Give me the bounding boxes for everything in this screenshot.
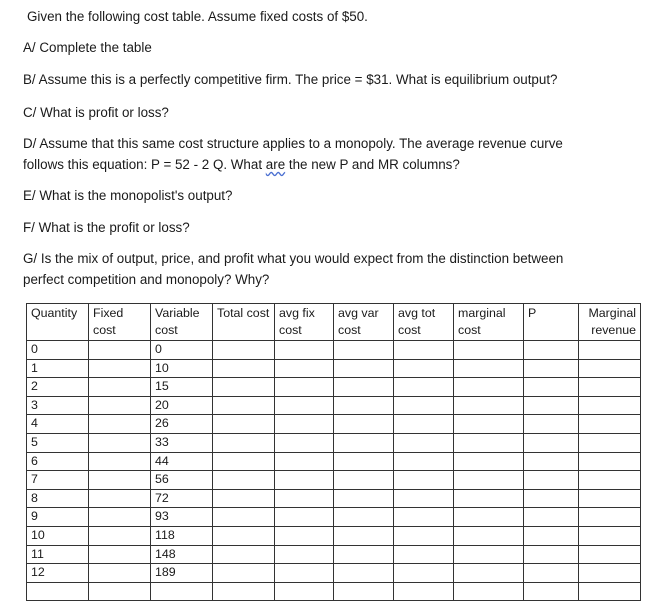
total-cost-cell [213, 582, 275, 601]
marginal-cost-cell [454, 415, 524, 434]
price-cell [524, 396, 579, 415]
header-price: P [524, 304, 579, 341]
marginal-cost-cell [454, 489, 524, 508]
total-cost-cell [213, 452, 275, 471]
avg-fix-cost-cell [275, 489, 334, 508]
price-cell [524, 564, 579, 583]
price-cell [524, 508, 579, 527]
avg-tot-cost-cell [394, 396, 454, 415]
table-row [27, 378, 641, 397]
avg-fix-cost-cell [275, 452, 334, 471]
variable-cost-cell [151, 582, 213, 601]
header-avg-tot-cost: avg tot cost [394, 304, 454, 341]
table-row [27, 526, 641, 545]
quantity-cell: 11 [27, 545, 89, 564]
header-quantity: Quantity [27, 304, 89, 341]
avg-tot-cost-cell [394, 341, 454, 360]
marginal-revenue-cell [579, 545, 641, 564]
header-marginal-cost: marginal cost [454, 304, 524, 341]
avg-fix-cost-cell [275, 396, 334, 415]
marginal-cost-cell [454, 433, 524, 452]
question-g-line-2: perfect competition and monopoly? Why? [23, 272, 270, 287]
avg-tot-cost-cell [394, 582, 454, 601]
question-b: B/ Assume this is a perfectly competitive firm. The price = $31. What is equilibrium output? [23, 72, 558, 87]
total-cost-cell [213, 341, 275, 360]
variable-cost-cell: 10 [151, 359, 213, 378]
avg-fix-cost-cell [275, 359, 334, 378]
total-cost-cell [213, 526, 275, 545]
question-d-line-1: D/ Assume that this same cost structure applies to a monopoly. The average revenue curve [23, 136, 563, 151]
total-cost-cell [213, 545, 275, 564]
avg-tot-cost-cell [394, 433, 454, 452]
avg-fix-cost-cell [275, 415, 334, 434]
avg-fix-cost-cell [275, 545, 334, 564]
fixed-cost-cell [89, 396, 151, 415]
marginal-cost-cell [454, 508, 524, 527]
quantity-cell: 9 [27, 508, 89, 527]
marginal-revenue-cell [579, 452, 641, 471]
table-row [27, 433, 641, 452]
question-a: A/ Complete the table [23, 40, 152, 55]
total-cost-cell [213, 359, 275, 378]
table-row [27, 359, 641, 378]
variable-cost-cell: 26 [151, 415, 213, 434]
variable-cost-cell: 44 [151, 452, 213, 471]
question-d-line-2 [23, 154, 563, 175]
quantity-cell: 1 [27, 359, 89, 378]
marginal-revenue-cell [579, 582, 641, 601]
marginal-cost-cell [454, 582, 524, 601]
variable-cost-cell: 0 [151, 341, 213, 360]
avg-var-cost-cell [334, 508, 394, 527]
avg-fix-cost-cell [275, 378, 334, 397]
avg-fix-cost-cell [275, 564, 334, 583]
avg-var-cost-cell [334, 452, 394, 471]
quantity-cell: 6 [27, 452, 89, 471]
avg-var-cost-cell [334, 396, 394, 415]
avg-var-cost-cell [334, 582, 394, 601]
quantity-cell: 0 [27, 341, 89, 360]
total-cost-cell [213, 564, 275, 583]
avg-tot-cost-cell [394, 415, 454, 434]
total-cost-cell [213, 471, 275, 490]
marginal-cost-cell [454, 545, 524, 564]
marginal-cost-cell [454, 526, 524, 545]
variable-cost-cell: 56 [151, 471, 213, 490]
variable-cost-cell: 189 [151, 564, 213, 583]
header-marginal-revenue: Marginal revenue [579, 304, 641, 341]
price-cell [524, 341, 579, 360]
avg-var-cost-cell [334, 489, 394, 508]
avg-var-cost-cell [334, 378, 394, 397]
price-cell [524, 545, 579, 564]
variable-cost-cell: 118 [151, 526, 213, 545]
avg-tot-cost-cell [394, 564, 454, 583]
marginal-revenue-cell [579, 471, 641, 490]
table-row [27, 415, 641, 434]
question-f: F/ What is the profit or loss? [23, 220, 190, 235]
marginal-cost-cell [454, 341, 524, 360]
price-cell [524, 359, 579, 378]
fixed-cost-cell [89, 359, 151, 378]
table-row [27, 341, 641, 360]
fixed-cost-cell [89, 582, 151, 601]
price-cell [524, 489, 579, 508]
marginal-revenue-cell [579, 564, 641, 583]
variable-cost-cell: 20 [151, 396, 213, 415]
quantity-cell: 3 [27, 396, 89, 415]
avg-fix-cost-cell [275, 341, 334, 360]
marginal-revenue-cell [579, 489, 641, 508]
avg-fix-cost-cell [275, 508, 334, 527]
quantity-cell: 2 [27, 378, 89, 397]
intro-text: Given the following cost table. Assume fixed costs of $50. [27, 9, 368, 24]
table-row [27, 564, 641, 583]
variable-cost-cell: 93 [151, 508, 213, 527]
table-row [27, 545, 641, 564]
price-cell [524, 582, 579, 601]
avg-var-cost-cell [334, 359, 394, 378]
avg-tot-cost-cell [394, 489, 454, 508]
fixed-cost-cell [89, 341, 151, 360]
avg-fix-cost-cell [275, 526, 334, 545]
total-cost-cell [213, 415, 275, 434]
question-c: C/ What is profit or loss? [23, 105, 169, 120]
quantity-cell: 5 [27, 433, 89, 452]
marginal-revenue-cell [579, 526, 641, 545]
avg-var-cost-cell [334, 526, 394, 545]
avg-var-cost-cell [334, 341, 394, 360]
variable-cost-cell: 33 [151, 433, 213, 452]
marginal-cost-cell [454, 396, 524, 415]
variable-cost-cell: 15 [151, 378, 213, 397]
cost-table [26, 303, 641, 601]
marginal-revenue-cell [579, 378, 641, 397]
avg-var-cost-cell [334, 433, 394, 452]
marginal-cost-cell [454, 378, 524, 397]
quantity-cell: 12 [27, 564, 89, 583]
marginal-cost-cell [454, 452, 524, 471]
avg-tot-cost-cell [394, 471, 454, 490]
quantity-cell: 8 [27, 489, 89, 508]
question-e: E/ What is the monopolist's output? [23, 188, 233, 203]
header-variable-cost: Variable cost [151, 304, 213, 341]
marginal-revenue-cell [579, 415, 641, 434]
avg-tot-cost-cell [394, 545, 454, 564]
fixed-cost-cell [89, 508, 151, 527]
price-cell [524, 452, 579, 471]
total-cost-cell [213, 433, 275, 452]
marginal-revenue-cell [579, 359, 641, 378]
question-g [23, 248, 563, 290]
question-d-text-before: follows this equation: P = 52 - 2 Q. What [23, 157, 266, 172]
total-cost-cell [213, 396, 275, 415]
fixed-cost-cell [89, 415, 151, 434]
price-cell [524, 415, 579, 434]
marginal-cost-cell [454, 359, 524, 378]
avg-fix-cost-cell [275, 471, 334, 490]
table-row [27, 489, 641, 508]
marginal-revenue-cell [579, 341, 641, 360]
marginal-revenue-cell [579, 433, 641, 452]
table-header-row [27, 304, 641, 341]
avg-fix-cost-cell [275, 433, 334, 452]
avg-tot-cost-cell [394, 526, 454, 545]
table-row [27, 452, 641, 471]
grammar-flag-word[interactable]: are [265, 157, 286, 172]
quantity-cell: 4 [27, 415, 89, 434]
header-total-cost: Total cost [213, 304, 275, 341]
avg-var-cost-cell [334, 471, 394, 490]
avg-tot-cost-cell [394, 359, 454, 378]
header-avg-var-cost: avg var cost [334, 304, 394, 341]
fixed-cost-cell [89, 489, 151, 508]
avg-var-cost-cell [334, 564, 394, 583]
price-cell [524, 378, 579, 397]
header-fixed-cost: Fixed cost [89, 304, 151, 341]
avg-tot-cost-cell [394, 508, 454, 527]
quantity-cell [27, 582, 89, 601]
marginal-cost-cell [454, 471, 524, 490]
total-cost-cell [213, 489, 275, 508]
question-d-text-after: the new P and MR columns? [285, 157, 460, 172]
avg-var-cost-cell [334, 545, 394, 564]
variable-cost-cell: 148 [151, 545, 213, 564]
quantity-cell: 10 [27, 526, 89, 545]
fixed-cost-cell [89, 433, 151, 452]
fixed-cost-cell [89, 378, 151, 397]
fixed-cost-cell [89, 452, 151, 471]
question-g-line-1: G/ Is the mix of output, price, and profit what you would expect from the distinction between [23, 251, 564, 266]
price-cell [524, 433, 579, 452]
marginal-cost-cell [454, 564, 524, 583]
price-cell [524, 471, 579, 490]
fixed-cost-cell [89, 564, 151, 583]
total-cost-cell [213, 378, 275, 397]
table-row [27, 396, 641, 415]
total-cost-cell [213, 508, 275, 527]
fixed-cost-cell [89, 545, 151, 564]
marginal-revenue-cell [579, 396, 641, 415]
avg-tot-cost-cell [394, 452, 454, 471]
table-row [27, 508, 641, 527]
avg-tot-cost-cell [394, 378, 454, 397]
price-cell [524, 526, 579, 545]
fixed-cost-cell [89, 471, 151, 490]
table-body [27, 341, 641, 601]
avg-fix-cost-cell [275, 582, 334, 601]
header-avg-fix-cost: avg fix cost [275, 304, 334, 341]
marginal-revenue-cell [579, 508, 641, 527]
table-row [27, 471, 641, 490]
question-d [23, 133, 563, 175]
variable-cost-cell: 72 [151, 489, 213, 508]
table-row [27, 582, 641, 601]
quantity-cell: 7 [27, 471, 89, 490]
avg-var-cost-cell [334, 415, 394, 434]
fixed-cost-cell [89, 526, 151, 545]
